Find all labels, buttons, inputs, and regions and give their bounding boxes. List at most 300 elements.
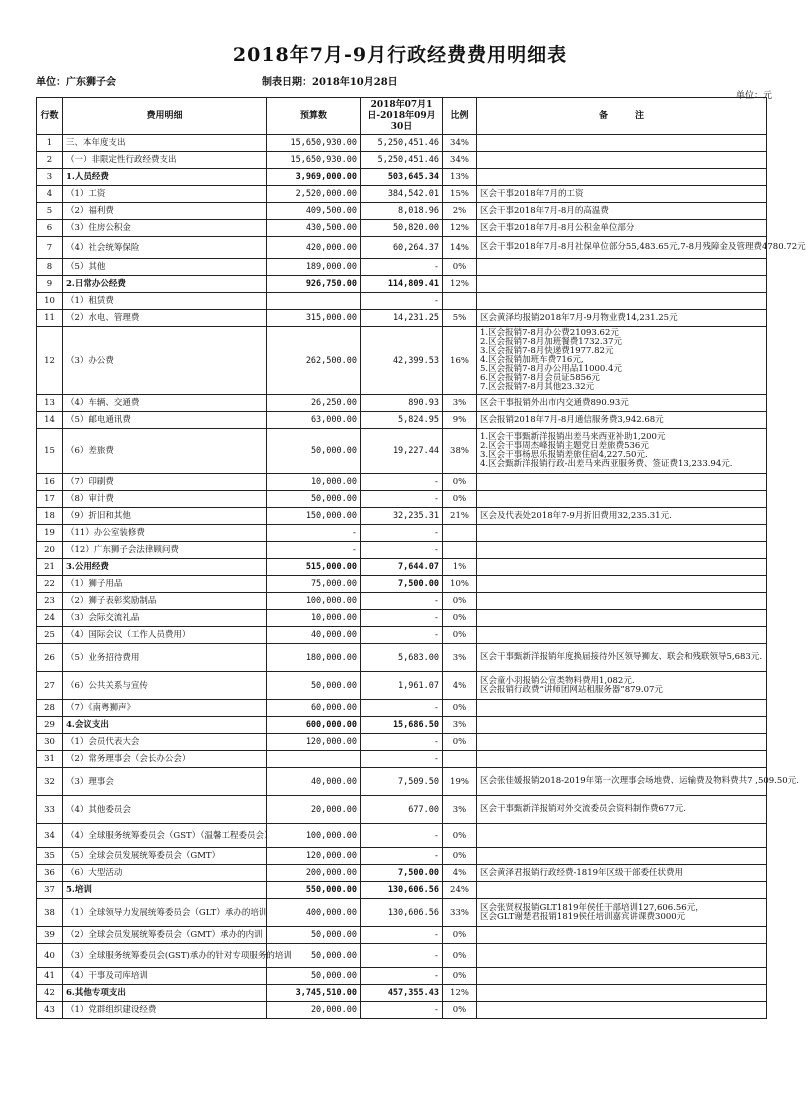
ratio-cell: 0% xyxy=(443,593,477,610)
budget-amount-cell: 926,750.00 xyxy=(267,276,361,293)
expense-item-cell: （5）全球会员发展统筹委员会（GMT） xyxy=(63,848,267,865)
table-row xyxy=(37,627,767,644)
budget-amount-cell: 180,000.00 xyxy=(267,644,361,672)
organization-label: 单位：广东狮子会 xyxy=(36,77,116,88)
budget-amount-cell: 10,000.00 xyxy=(267,610,361,627)
remark-cell xyxy=(477,717,767,734)
budget-amount-cell: 262,500.00 xyxy=(267,327,361,395)
ratio-cell xyxy=(443,542,477,559)
remark-cell: 区会张贤权报销GLT1819年侯任干部培训127,606.56元， 区会GLT谢楚君报销1819侯任培训嘉宾讲课费3000元 xyxy=(477,899,767,927)
row-number-cell: 28 xyxy=(37,700,63,717)
table-row xyxy=(37,824,767,848)
table-row xyxy=(37,186,767,203)
expense-item-cell: （4）全球服务统筹委员会（GST）（温馨工程委员会） xyxy=(63,824,267,848)
expense-item-cell: 3.公用经费 xyxy=(63,559,267,576)
remark-cell xyxy=(477,169,767,186)
remark-cell: 区会干事甄新洋报销年度换届接待外区领导狮友、联会和残联领导5,683元. xyxy=(477,644,767,672)
period-amount-cell: 7,500.00 xyxy=(361,576,443,593)
table-row xyxy=(37,395,767,412)
period-amount-cell: 5,824.95 xyxy=(361,412,443,429)
remark-cell xyxy=(477,944,767,968)
row-number-cell: 25 xyxy=(37,627,63,644)
budget-amount-cell: 100,000.00 xyxy=(267,593,361,610)
table-row xyxy=(37,944,767,968)
row-number-cell: 37 xyxy=(37,882,63,899)
period-amount-cell: 7,509.50 xyxy=(361,768,443,796)
row-number-cell: 30 xyxy=(37,734,63,751)
ratio-cell: 0% xyxy=(443,927,477,944)
table-row xyxy=(37,237,767,259)
remark-cell: 1.区会报销7-8月办公费21093.62元 2.区会报销7-8月加班餐费1732.37元 3.区会报销7-8月快递费1977.82元 4.区会报销加班车费716元, 5.区会报销7-8月办公用品11000.4元 6.区会报销7-8月会员证5856元 7.区会报销7-8月其他23.32元 xyxy=(477,327,767,395)
table-row xyxy=(37,508,767,525)
remark-cell xyxy=(477,152,767,169)
period-amount-cell: - xyxy=(361,293,443,310)
period-amount-cell: 15,686.50 xyxy=(361,717,443,734)
row-number-cell: 40 xyxy=(37,944,63,968)
header-budget: 预算数 xyxy=(267,98,361,135)
period-amount-cell: - xyxy=(361,525,443,542)
header-item: 费用明细 xyxy=(63,98,267,135)
ratio-cell: 19% xyxy=(443,768,477,796)
ratio-cell: 0% xyxy=(443,700,477,717)
period-amount-cell: 130,606.56 xyxy=(361,899,443,927)
row-number-cell: 36 xyxy=(37,865,63,882)
row-number-cell: 41 xyxy=(37,968,63,985)
period-amount-cell: - xyxy=(361,927,443,944)
report-title: 2018年7月-9月行政经费费用明细表 xyxy=(232,44,568,66)
table-header-row xyxy=(37,98,767,135)
row-number-cell: 39 xyxy=(37,927,63,944)
budget-amount-cell: 75,000.00 xyxy=(267,576,361,593)
budget-amount-cell: 50,000.00 xyxy=(267,927,361,944)
remark-cell xyxy=(477,700,767,717)
period-amount-cell: 5,683.00 xyxy=(361,644,443,672)
remark-cell xyxy=(477,135,767,152)
budget-amount-cell xyxy=(267,293,361,310)
remark-cell: 区会及代表处2018年7-9月折旧费用32,235.31元. xyxy=(477,508,767,525)
table-row xyxy=(37,768,767,796)
ratio-cell: 12% xyxy=(443,220,477,237)
budget-amount-cell: 3,745,510.00 xyxy=(267,985,361,1002)
table-row xyxy=(37,882,767,899)
expense-detail-table xyxy=(36,97,806,1019)
header-period: 2018年07月1日-2018年09月30日 xyxy=(361,98,443,135)
table-row xyxy=(37,734,767,751)
budget-amount-cell: 120,000.00 xyxy=(267,848,361,865)
table-row xyxy=(37,796,767,824)
period-amount-cell: - xyxy=(361,610,443,627)
row-number-cell: 4 xyxy=(37,186,63,203)
period-amount-cell: 19,227.44 xyxy=(361,429,443,474)
table-row xyxy=(37,310,767,327)
table-row xyxy=(37,429,767,474)
period-amount-cell: 677.00 xyxy=(361,796,443,824)
expense-item-cell: （2）常务理事会（会长办公会） xyxy=(63,751,267,768)
ratio-cell: 0% xyxy=(443,610,477,627)
expense-item-cell: （2）水电、管理费 xyxy=(63,310,267,327)
table-row xyxy=(37,412,767,429)
expense-item-cell: 5.培训 xyxy=(63,882,267,899)
row-number-cell: 2 xyxy=(37,152,63,169)
row-number-cell: 17 xyxy=(37,491,63,508)
remark-cell: 区会黄泽均报销2018年7月-9月物业费14,231.25元 xyxy=(477,310,767,327)
expense-item-cell: 1.人员经费 xyxy=(63,169,267,186)
ratio-cell: 0% xyxy=(443,734,477,751)
budget-amount-cell: 50,000.00 xyxy=(267,944,361,968)
period-amount-cell: 384,542.01 xyxy=(361,186,443,203)
ratio-cell: 3% xyxy=(443,717,477,734)
row-number-cell: 14 xyxy=(37,412,63,429)
budget-amount-cell: 15,650,930.00 xyxy=(267,135,361,152)
row-number-cell: 15 xyxy=(37,429,63,474)
expense-item-cell: （1）租赁费 xyxy=(63,293,267,310)
expense-item-cell: （3）全球服务统筹委员会(GST)承办的针对专项服务的培训 xyxy=(63,944,267,968)
ratio-cell: 9% xyxy=(443,412,477,429)
period-amount-cell: 503,645.34 xyxy=(361,169,443,186)
prepared-date-label: 制表日期：2018年10月28日 xyxy=(262,77,398,88)
remark-cell: 区会干事2018年7月-8月公积金单位部分 xyxy=(477,220,767,237)
remark-cell xyxy=(477,627,767,644)
ratio-cell xyxy=(443,293,477,310)
row-number-cell: 26 xyxy=(37,644,63,672)
header-row-no: 行数 xyxy=(37,98,63,135)
ratio-cell: 12% xyxy=(443,276,477,293)
expense-item-cell: （6）大型活动 xyxy=(63,865,267,882)
row-number-cell: 35 xyxy=(37,848,63,865)
row-number-cell: 8 xyxy=(37,259,63,276)
period-amount-cell: - xyxy=(361,848,443,865)
ratio-cell: 5% xyxy=(443,310,477,327)
expense-item-cell: （11）办公室装修费 xyxy=(63,525,267,542)
table-row xyxy=(37,717,767,734)
ratio-cell: 2% xyxy=(443,203,477,220)
row-number-cell: 29 xyxy=(37,717,63,734)
budget-amount-cell: 550,000.00 xyxy=(267,882,361,899)
ratio-cell: 24% xyxy=(443,882,477,899)
expense-item-cell: （9）折旧和其他 xyxy=(63,508,267,525)
budget-amount-cell: 150,000.00 xyxy=(267,508,361,525)
row-number-cell: 34 xyxy=(37,824,63,848)
period-amount-cell: 130,606.56 xyxy=(361,882,443,899)
budget-amount-cell: 20,000.00 xyxy=(267,796,361,824)
budget-amount-cell: - xyxy=(267,525,361,542)
remark-cell xyxy=(477,848,767,865)
budget-amount-cell: - xyxy=(267,542,361,559)
period-amount-cell: 1,961.07 xyxy=(361,672,443,700)
budget-amount-cell: 515,000.00 xyxy=(267,559,361,576)
period-amount-cell: 114,809.41 xyxy=(361,276,443,293)
budget-amount-cell: 50,000.00 xyxy=(267,429,361,474)
row-number-cell: 19 xyxy=(37,525,63,542)
budget-amount-cell: 2,520,000.00 xyxy=(267,186,361,203)
remark-cell xyxy=(477,1002,767,1019)
remark-cell: 区会干事甄新洋报销对外交流委员会资料制作费677元. xyxy=(477,796,767,824)
row-number-cell: 27 xyxy=(37,672,63,700)
budget-amount-cell: 409,500.00 xyxy=(267,203,361,220)
table-row xyxy=(37,899,767,927)
budget-amount-cell: 40,000.00 xyxy=(267,768,361,796)
ratio-cell: 10% xyxy=(443,576,477,593)
ratio-cell: 3% xyxy=(443,395,477,412)
period-amount-cell: 60,264.37 xyxy=(361,237,443,259)
expense-item-cell: （7）《南粤狮声》 xyxy=(63,700,267,717)
table-row xyxy=(37,700,767,717)
row-number-cell: 31 xyxy=(37,751,63,768)
remark-cell xyxy=(477,968,767,985)
row-number-cell: 10 xyxy=(37,293,63,310)
remark-cell: 区会报销2018年7月-8月通信服务费3,942.68元 xyxy=(477,412,767,429)
row-number-cell: 7 xyxy=(37,237,63,259)
expense-item-cell: （5）其他 xyxy=(63,259,267,276)
budget-amount-cell: 50,000.00 xyxy=(267,672,361,700)
table-row xyxy=(37,276,767,293)
remark-cell: 区会张佳媛报销2018-2019年第一次理事会场地费、运输费及物料费共7 ,509.50元. xyxy=(477,768,767,796)
expense-item-cell: （1）狮子用品 xyxy=(63,576,267,593)
currency-unit-label: 单位：元 xyxy=(735,91,772,101)
row-number-cell: 43 xyxy=(37,1002,63,1019)
ratio-cell: 4% xyxy=(443,865,477,882)
expense-item-cell: （5）邮电通讯费 xyxy=(63,412,267,429)
budget-amount-cell: 26,250.00 xyxy=(267,395,361,412)
ratio-cell: 16% xyxy=(443,327,477,395)
budget-amount-cell: 63,000.00 xyxy=(267,412,361,429)
ratio-cell: 0% xyxy=(443,1002,477,1019)
remark-cell: 区会童小羽报销公宣类物料费用1,082元. 区会报销行政费“讲师团网站租服务器”879.07元 xyxy=(477,672,767,700)
expense-item-cell: （3）会际交流礼品 xyxy=(63,610,267,627)
row-number-cell: 6 xyxy=(37,220,63,237)
ratio-cell xyxy=(443,751,477,768)
remark-cell xyxy=(477,491,767,508)
row-number-cell: 32 xyxy=(37,768,63,796)
budget-amount-cell: 10,000.00 xyxy=(267,474,361,491)
expense-item-cell: 6.其他专项支出 xyxy=(63,985,267,1002)
remark-cell xyxy=(477,559,767,576)
remark-cell xyxy=(477,824,767,848)
table-row xyxy=(37,751,767,768)
expense-item-cell: （6）公共关系与宣传 xyxy=(63,672,267,700)
budget-amount-cell: 20,000.00 xyxy=(267,1002,361,1019)
remark-cell: 区会干事2018年7月的工资 xyxy=(477,186,767,203)
remark-cell xyxy=(477,927,767,944)
table-row xyxy=(37,203,767,220)
table-row xyxy=(37,169,767,186)
budget-amount-cell: 400,000.00 xyxy=(267,899,361,927)
expense-item-cell: （5）业务招待费用 xyxy=(63,644,267,672)
budget-amount-cell: 420,000.00 xyxy=(267,237,361,259)
budget-amount-cell: 60,000.00 xyxy=(267,700,361,717)
ratio-cell: 34% xyxy=(443,152,477,169)
table-row xyxy=(37,135,767,152)
remark-cell xyxy=(477,276,767,293)
header-remark: 备 注 xyxy=(477,98,767,135)
period-amount-cell: - xyxy=(361,824,443,848)
budget-amount-cell: 315,000.00 xyxy=(267,310,361,327)
row-number-cell: 12 xyxy=(37,327,63,395)
ratio-cell: 13% xyxy=(443,169,477,186)
period-amount-cell: - xyxy=(361,944,443,968)
ratio-cell: 0% xyxy=(443,824,477,848)
row-number-cell: 18 xyxy=(37,508,63,525)
ratio-cell: 14% xyxy=(443,237,477,259)
budget-amount-cell: 50,000.00 xyxy=(267,491,361,508)
remark-cell xyxy=(477,542,767,559)
table-row xyxy=(37,848,767,865)
header-ratio: 比例 xyxy=(443,98,477,135)
period-amount-cell: - xyxy=(361,1002,443,1019)
table-row xyxy=(37,542,767,559)
budget-amount-cell xyxy=(267,751,361,768)
period-amount-cell: - xyxy=(361,593,443,610)
expense-item-cell: （6）差旅费 xyxy=(63,429,267,474)
period-amount-cell: 14,231.25 xyxy=(361,310,443,327)
expense-item-cell: （4）干事及司库培训 xyxy=(63,968,267,985)
ratio-cell: 34% xyxy=(443,135,477,152)
ratio-cell: 15% xyxy=(443,186,477,203)
remark-cell xyxy=(477,474,767,491)
remark-cell xyxy=(477,882,767,899)
row-number-cell: 24 xyxy=(37,610,63,627)
table-row xyxy=(37,525,767,542)
ratio-cell: 0% xyxy=(443,259,477,276)
remark-cell: 区会黄泽君报销行政经费-1819年区级干部委任状费用 xyxy=(477,865,767,882)
ratio-cell: 0% xyxy=(443,944,477,968)
ratio-cell: 3% xyxy=(443,644,477,672)
row-number-cell: 33 xyxy=(37,796,63,824)
budget-amount-cell: 189,000.00 xyxy=(267,259,361,276)
budget-amount-cell: 15,650,930.00 xyxy=(267,152,361,169)
row-number-cell: 38 xyxy=(37,899,63,927)
table-row xyxy=(37,327,767,395)
remark-cell xyxy=(477,576,767,593)
expense-item-cell: （2）狮子表彰奖励制品 xyxy=(63,593,267,610)
period-amount-cell: - xyxy=(361,734,443,751)
period-amount-cell: - xyxy=(361,474,443,491)
remark-cell: 区会干事2018年7月-8月社保单位部分55,483.65元,7-8月残障金及管理费4780.72元 xyxy=(477,237,767,259)
period-amount-cell: - xyxy=(361,491,443,508)
period-amount-cell: - xyxy=(361,751,443,768)
ratio-cell: 3% xyxy=(443,796,477,824)
remark-cell xyxy=(477,734,767,751)
ratio-cell: 0% xyxy=(443,627,477,644)
table-row xyxy=(37,672,767,700)
table-row xyxy=(37,576,767,593)
table-row xyxy=(37,474,767,491)
ratio-cell: 12% xyxy=(443,985,477,1002)
budget-amount-cell: 40,000.00 xyxy=(267,627,361,644)
table-row xyxy=(37,927,767,944)
expense-item-cell: （一）非限定性行政经费支出 xyxy=(63,152,267,169)
budget-amount-cell: 120,000.00 xyxy=(267,734,361,751)
period-amount-cell: 50,820.00 xyxy=(361,220,443,237)
table-row xyxy=(37,644,767,672)
ratio-cell: 4% xyxy=(443,672,477,700)
table-row xyxy=(37,559,767,576)
ratio-cell: 33% xyxy=(443,899,477,927)
period-amount-cell: - xyxy=(361,968,443,985)
remark-cell xyxy=(477,525,767,542)
ratio-cell: 0% xyxy=(443,474,477,491)
table-row xyxy=(37,293,767,310)
period-amount-cell: 457,355.43 xyxy=(361,985,443,1002)
remark-cell xyxy=(477,751,767,768)
budget-amount-cell: 200,000.00 xyxy=(267,865,361,882)
expense-item-cell: （3）理事会 xyxy=(63,768,267,796)
expense-item-cell: （4）社会统筹保险 xyxy=(63,237,267,259)
expense-item-cell: （12）广东狮子会法律顾问费 xyxy=(63,542,267,559)
ratio-cell: 38% xyxy=(443,429,477,474)
table-row xyxy=(37,865,767,882)
remark-cell xyxy=(477,259,767,276)
period-amount-cell: 42,399.53 xyxy=(361,327,443,395)
period-amount-cell: - xyxy=(361,627,443,644)
row-number-cell: 13 xyxy=(37,395,63,412)
ratio-cell: 0% xyxy=(443,968,477,985)
period-amount-cell: - xyxy=(361,259,443,276)
row-number-cell: 9 xyxy=(37,276,63,293)
row-number-cell: 20 xyxy=(37,542,63,559)
budget-amount-cell: 430,500.00 xyxy=(267,220,361,237)
table-row xyxy=(37,152,767,169)
period-amount-cell: 5,250,451.46 xyxy=(361,152,443,169)
ratio-cell: 1% xyxy=(443,559,477,576)
budget-amount-cell: 3,969,000.00 xyxy=(267,169,361,186)
remark-cell xyxy=(477,985,767,1002)
expense-item-cell: （1）党群组织建设经费 xyxy=(63,1002,267,1019)
expense-item-cell: （3）办公费 xyxy=(63,327,267,395)
expense-item-cell: （1）会员代表大会 xyxy=(63,734,267,751)
expense-item-cell: （4）车辆、交通费 xyxy=(63,395,267,412)
table-row xyxy=(37,491,767,508)
expense-item-cell: （3）住房公积金 xyxy=(63,220,267,237)
expense-item-cell: （4）国际会议（工作人员费用） xyxy=(63,627,267,644)
table-row xyxy=(37,593,767,610)
expense-item-cell: （4）其他委员会 xyxy=(63,796,267,824)
row-number-cell: 5 xyxy=(37,203,63,220)
ratio-cell: 0% xyxy=(443,848,477,865)
period-amount-cell: 7,644.07 xyxy=(361,559,443,576)
table-row xyxy=(37,1002,767,1019)
budget-amount-cell: 100,000.00 xyxy=(267,824,361,848)
period-amount-cell: 7,500.00 xyxy=(361,865,443,882)
period-amount-cell: 5,250,451.46 xyxy=(361,135,443,152)
expense-item-cell: 2.日常办公经费 xyxy=(63,276,267,293)
period-amount-cell: 8,018.96 xyxy=(361,203,443,220)
row-number-cell: 23 xyxy=(37,593,63,610)
row-number-cell: 1 xyxy=(37,135,63,152)
table-row xyxy=(37,259,767,276)
expense-item-cell: （2）福利费 xyxy=(63,203,267,220)
ratio-cell: 21% xyxy=(443,508,477,525)
table-row xyxy=(37,968,767,985)
table-row xyxy=(37,610,767,627)
row-number-cell: 11 xyxy=(37,310,63,327)
budget-amount-cell: 600,000.00 xyxy=(267,717,361,734)
remark-cell xyxy=(477,593,767,610)
period-amount-cell: - xyxy=(361,700,443,717)
remark-cell xyxy=(477,610,767,627)
budget-amount-cell: 50,000.00 xyxy=(267,968,361,985)
expense-item-cell: （8）审计费 xyxy=(63,491,267,508)
period-amount-cell: 890.93 xyxy=(361,395,443,412)
row-number-cell: 21 xyxy=(37,559,63,576)
row-number-cell: 3 xyxy=(37,169,63,186)
expense-item-cell: 4.会议支出 xyxy=(63,717,267,734)
expense-item-cell: 三、本年度支出 xyxy=(63,135,267,152)
expense-item-cell: （2）全球会员发展统筹委员会（GMT）承办的内训 xyxy=(63,927,267,944)
period-amount-cell: - xyxy=(361,542,443,559)
expense-item-cell: （1）工资 xyxy=(63,186,267,203)
remark-cell: 区会干事2018年7月-8月的高温费 xyxy=(477,203,767,220)
